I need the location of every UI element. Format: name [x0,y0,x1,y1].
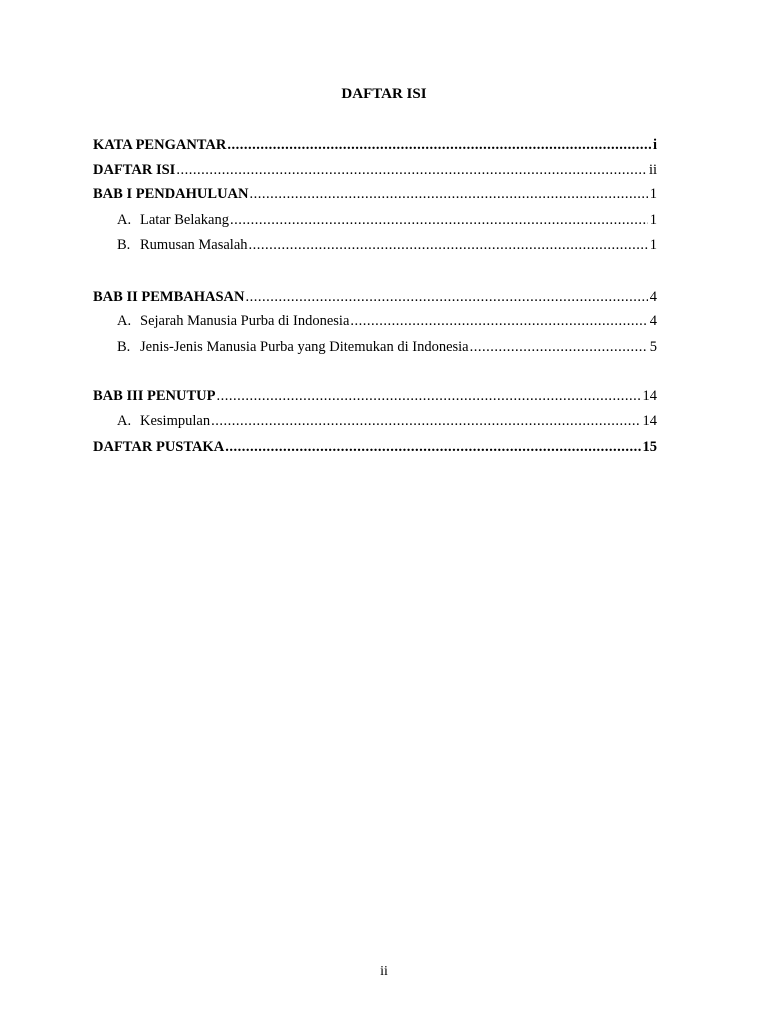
toc-entry-marker: B. [117,339,131,355]
toc-entry-label: Rumusan Masalah [140,237,248,253]
toc-leader-dots [225,439,640,456]
toc-entry-label: BAB III PENUTUP [93,388,216,404]
toc-entry-marker: A. [117,212,132,228]
toc-entry-label: DAFTAR ISI [93,162,176,178]
toc-entry-kata-pengantar [93,137,657,157]
toc-entry-bab-2 [93,289,657,309]
toc-subentry-rumusan-masalah [117,237,657,257]
toc-entry-label: Sejarah Manusia Purba di Indonesia [140,313,350,329]
toc-entry-bab-1 [93,186,657,206]
toc-entry-label: KATA PENGANTAR [93,137,227,153]
toc-entry-marker: A. [117,313,132,329]
toc-entry-page: 15 [642,439,657,455]
toc-entry-page: 1 [649,237,657,253]
toc-entry-page: ii [648,162,657,178]
toc-leader-dots [230,212,648,229]
page-title: DAFTAR ISI [341,86,427,102]
toc-entry-marker: B. [117,237,131,253]
toc-subentry-latar-belakang [117,212,657,232]
toc-entry-page: i [652,137,657,153]
toc-entry-label: BAB I PENDAHULUAN [93,186,249,202]
toc-entry-label: Kesimpulan [140,413,211,429]
toc-subentry-sejarah [117,313,657,333]
toc-leader-dots [245,289,647,306]
toc-subentry-kesimpulan [117,413,657,433]
toc-entry-marker: A. [117,413,132,429]
toc-leader-dots [350,313,647,330]
toc-entry-label: DAFTAR PUSTAKA [93,439,225,455]
toc-leader-dots [249,237,648,254]
toc-entry-page: 14 [642,413,657,429]
toc-leader-dots [250,186,648,203]
toc-leader-dots [216,388,640,405]
toc-entry-label: BAB II PEMBAHASAN [93,289,245,305]
toc-leader-dots [211,413,640,430]
toc-leader-dots [176,162,647,179]
toc-entry-page: 5 [649,339,657,355]
toc-entry-page: 4 [649,289,657,305]
toc-entry-page: 4 [649,313,657,329]
toc-entry-label: Latar Belakang [140,212,229,228]
toc-entry-label: Jenis-Jenis Manusia Purba yang Ditemukan di Indonesia [140,339,469,355]
toc-entry-daftar-isi [93,162,657,182]
toc-subentry-jenis-jenis [117,339,657,359]
toc-entry-page: 1 [649,186,657,202]
page-number: ii [380,964,388,979]
toc-leader-dots [470,339,648,356]
toc-entry-bab-3 [93,388,657,408]
toc-entry-page: 14 [642,388,657,404]
toc-entry-page: 1 [649,212,657,228]
toc-leader-dots [227,137,651,154]
toc-entry-daftar-pustaka [93,439,657,459]
